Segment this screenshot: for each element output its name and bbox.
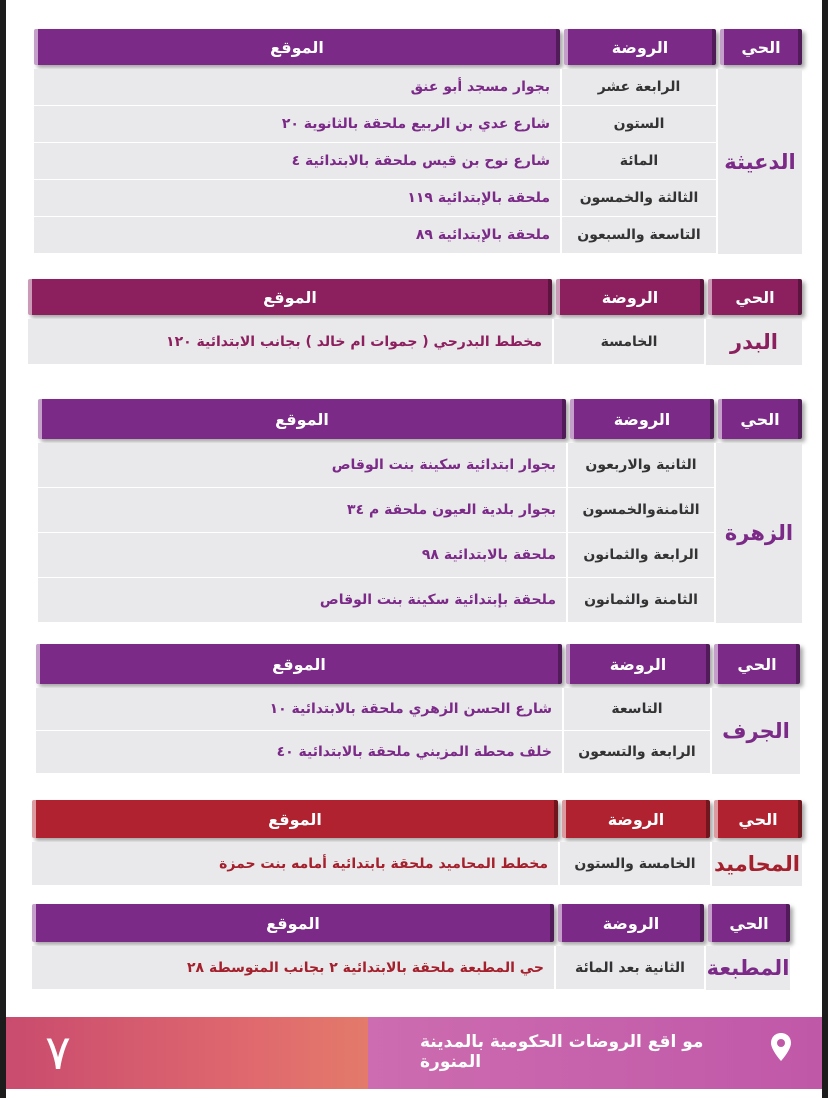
header-location: الموقع [36,644,562,684]
rawda-cell: الثامنة والثمانون [566,578,714,623]
district-name: البدر [704,319,802,365]
table-body [34,69,802,254]
header-location: الموقع [34,29,560,65]
location-cell: بجوار بلدية العيون ملحقة م ٣٤ [38,488,566,533]
table-body [36,688,800,774]
rawda-cell: الثامنةوالخمسون [566,488,714,533]
table-header [38,399,802,443]
location-cell: شارع عدي بن الربيع ملحقة بالثانوية ٢٠ [34,106,560,143]
header-hay: الحي [714,800,802,838]
location-cell: ملحقة بالابتدائية ٩٨ [38,533,566,578]
location-cell: مخطط البدرحي ( جموات ام خالد ) بجانب الابتدائية ١٢٠ [28,319,552,365]
location-cell: حي المطبعة ملحقة بالابتدائية ٢ بجانب المتوسطة ٢٨ [32,946,554,990]
header-rawda: الروضة [562,800,710,838]
district-table [28,279,802,365]
district-table [32,800,802,886]
page-number: ٧ [45,1025,71,1081]
rawda-cell: الثانية بعد المائة [554,946,704,990]
location-cell: شارع الحسن الزهري ملحقة بالابتدائية ١٠ [36,688,562,731]
header-rawda: الروضة [556,279,704,315]
district-table [34,29,802,254]
rawda-cell: الثالثة والخمسون [560,180,716,217]
district-name: الجرف [710,688,800,774]
rawda-cell: الرابعة والتسعون [562,731,710,774]
district-name: المطبعة [704,946,790,990]
header-hay: الحي [720,29,802,65]
table-header [34,29,802,69]
rawda-cell: الرابعة عشر [560,69,716,106]
table-header [32,800,802,842]
header-location: الموقع [28,279,552,315]
table-header [36,644,800,688]
table-body [32,946,790,990]
header-hay: الحي [708,904,790,942]
location-cell: بجوار ابتدائية سكينة بنت الوقاص [38,443,566,488]
table-body [38,443,802,623]
district-name: الدعيثة [716,69,802,254]
header-location: الموقع [32,904,554,942]
rawda-cell: التاسعة [562,688,710,731]
table-header [32,904,790,946]
header-rawda: الروضة [570,399,714,439]
location-cell: ملحقة بالإبتدائية ٨٩ [34,217,560,254]
rawda-cell: الستون [560,106,716,143]
district-name: المحاميد [710,842,802,886]
rawda-cell: الخامسة والستون [558,842,710,886]
location-cell: خلف محطة المزيني ملحقة بالابتدائية ٤٠ [36,731,562,774]
header-rawda: الروضة [564,29,716,65]
header-hay: الحي [714,644,800,684]
location-pin-icon [770,1032,792,1062]
header-hay: الحي [718,399,802,439]
rawda-cell: المائة [560,143,716,180]
district-name: الزهرة [714,443,802,623]
district-table [38,399,802,623]
rawda-cell: الخامسة [552,319,704,365]
rawda-cell: الثانية والاربعون [566,443,714,488]
rawda-cell: التاسعة والسبعون [560,217,716,254]
header-rawda: الروضة [566,644,710,684]
footer-title: مو اقع الروضات الحكومية بالمدينة المنورة [420,1032,704,1072]
table-body [32,842,802,886]
location-cell: ملحقة بإبتدائية سكينة بنت الوقاص [38,578,566,623]
table-header [28,279,802,319]
header-rawda: الروضة [558,904,704,942]
location-cell: مخطط المحاميد ملحقة بابتدائية أمامه بنت حمزة [32,842,558,886]
header-location: الموقع [38,399,566,439]
rawda-cell: الرابعة والثمانون [566,533,714,578]
district-table [36,644,800,774]
location-cell: ملحقة بالإبتدائية ١١٩ [34,180,560,217]
header-location: الموقع [32,800,558,838]
header-hay: الحي [708,279,802,315]
location-cell: شارع نوح بن قيس ملحقة بالابتدائية ٤ [34,143,560,180]
location-cell: بجوار مسجد أبو عنق [34,69,560,106]
district-table [32,904,790,990]
table-body [28,319,802,365]
